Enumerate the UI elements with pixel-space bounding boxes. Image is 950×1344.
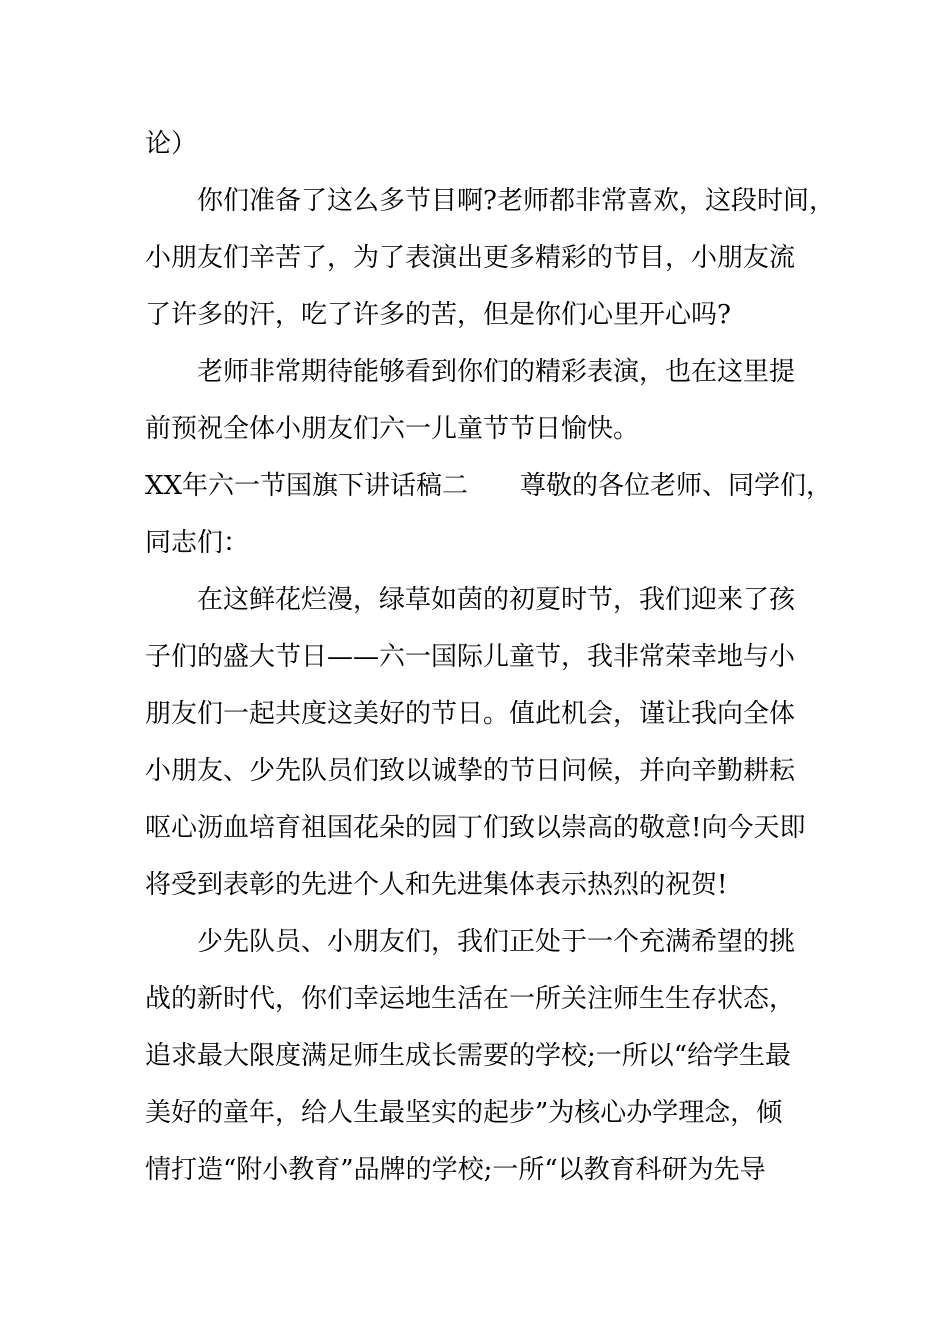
section-heading: XX年六一节国旗下讲话稿二 [145,471,469,501]
text-line: 同志们： [145,528,250,558]
text-line: 呕心沥血培育祖国花朵的园丁们致以崇高的敬意!向今天即 [145,813,806,843]
text-line: 小朋友们辛苦了，为了表演出更多精彩的节目，小朋友流 [145,243,796,273]
text-line: 前预祝全体小朋友们六一儿童节节日愉快。 [145,414,640,444]
text-line: 老师非常期待能够看到你们的精彩表演，也在这里提 [197,357,796,387]
text-line: 情打造“附小教育”品牌的学校;一所“以教育科研为先导 [145,1155,766,1185]
text-line: 小朋友、少先队员们致以诚挚的节日问候，并向辛勤耕耘 [145,756,796,786]
text-line: 战的新时代，你们幸运地生活在一所关注师生生存状态， [145,984,796,1014]
text-line: 将受到表彰的先进个人和先进集体表示热烈的祝贺! [145,870,728,900]
section-heading-line [145,466,832,506]
text-line: 朋友们一起共度这美好的节日。值此机会，谨让我向全体 [145,699,796,729]
text-line: 你们准备了这么多节目啊?老师都非常喜欢，这段时间， [197,186,835,216]
salutation: 尊敬的各位老师、同学们， [520,471,833,501]
text-line: 子们的盛大节日——六一国际儿童节，我非常荣幸地与小 [145,642,796,672]
text-line: 美好的童年，给人生最坚实的起步”为核心办学理念，倾 [145,1098,783,1128]
text-line: 少先队员、小朋友们，我们正处于一个充满希望的挑 [197,927,796,957]
text-line: 在这鲜花烂漫，绿草如茵的初夏时节，我们迎来了孩 [197,585,796,615]
text-line: 追求最大限度满足师生成长需要的学校;一所以“给学生最 [145,1041,792,1071]
text-line: 论） [145,129,198,159]
text-line: 了许多的汗，吃了许多的苦，但是你们心里开心吗? [145,300,731,330]
